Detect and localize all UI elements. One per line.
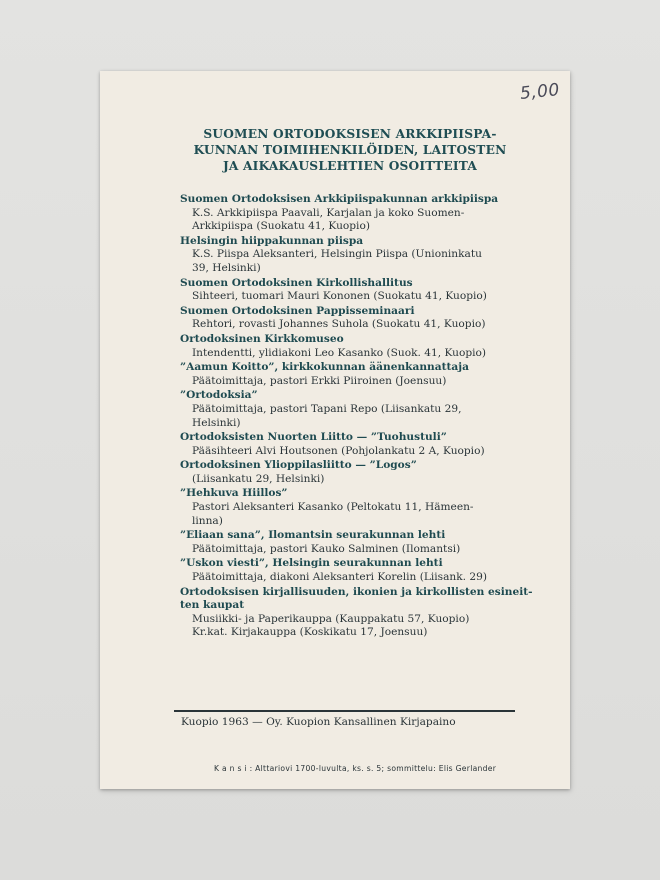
entry-detail-line: K.S. Arkkipiispa Paavali, Karjalan ja koko Suomen- [192,206,465,219]
address-entry [180,529,513,556]
entry-heading [180,529,513,543]
entry-detail-line: K.S. Piispa Aleksanteri, Helsingin Piispa (Unioninkatu [192,248,482,261]
entry-heading-text: ”Uskon viesti” [180,557,265,570]
address-entry [180,235,513,276]
entry-detail [180,473,513,487]
entry-heading [180,235,513,249]
title-line: JA AIKAKAUSLEHTIEN OSOITTEITA [222,159,478,173]
handwritten-price: 5,00 [519,79,561,105]
entry-detail-line: Pääsihteeri Alvi Houtsonen (Pohjolankatu 2 A, Kuopio) [192,444,485,457]
entry-heading-text: ”Aamun Koitto” [180,361,275,374]
address-entry [180,193,513,234]
address-entry [180,557,513,584]
entry-detail-line: Kr.kat. Kirjakauppa (Koskikatu 17, Joensuu) [192,626,428,639]
entry-detail-line: Rehtori, rovasti Johannes Suhola (Suokatu 41, Kuopio) [192,318,486,331]
entry-heading [180,585,533,613]
entry-heading-line [180,235,513,249]
entry-heading [180,389,513,403]
entry-heading-text: Suomen Ortodoksinen Kirkollishallitus [180,276,413,289]
entry-heading [180,487,513,501]
entry-detail-line: (Liisankatu 29, Helsinki) [192,472,325,485]
entry-heading-text: Ortodoksisen kirjallisuuden, ikonien ja kirkollisten esineit- [180,585,533,598]
entry-detail-line: Päätoimittaja, pastori Tapani Repo (Liisankatu 29, [192,402,462,415]
entry-detail [180,543,513,557]
entry-heading-line [180,333,513,347]
address-entry [180,277,513,304]
entry-heading [180,193,513,207]
entry-heading-line [180,529,513,543]
entry-heading-text: Ortodoksinen Kirkkomuseo [180,332,344,345]
entry-heading-line [180,431,513,445]
entry-heading [180,277,513,291]
address-entry [180,389,513,430]
entry-heading-text: Suomen Ortodoksisen Arkkipiispakunnan arkkipiispa [180,193,499,205]
entry-detail [180,403,513,430]
address-entry [180,333,513,360]
entry-detail-line: Päätoimittaja, diakoni Aleksanteri Korelin (Liisank. 29) [192,571,488,584]
entry-detail-line: Helsinki) [192,416,241,429]
entry-heading-line [180,389,513,403]
entry-heading-line [180,361,513,375]
footer-divider [174,710,515,712]
entry-heading [180,333,513,347]
entry-heading-text: Ortodoksisten Nuorten Liitto — ”Tuohustuli” [180,431,447,444]
entry-heading-line [180,459,513,473]
entry-detail-line: linna) [192,514,223,527]
entry-heading-text: Ortodoksinen Ylioppilasliitto — ”Logos” [180,459,417,472]
entry-heading-text: ”Ortodoksia” [180,389,258,402]
entry-detail-line: Sihteeri, tuomari Mauri Kononen (Suokatu 41, Kuopio) [192,290,487,303]
entry-heading-rest: , Ilomantsin seurakunnan lehti [260,529,446,542]
address-entry [180,431,513,458]
entry-heading-rest: , kirkkokunnan äänenkannattaja [274,361,469,374]
entry-heading [180,431,513,445]
entry-heading-line [180,305,513,319]
entry-heading [180,557,513,571]
entry-detail [180,290,513,304]
title-line: SUOMEN ORTODOKSISEN ARKKIPIISPA- [203,127,497,141]
entry-detail [180,571,513,585]
entry-heading-line [180,193,513,207]
entry-detail [180,375,513,389]
address-entry [180,459,513,486]
page-title [180,126,520,174]
entry-detail-line: Pastori Aleksanteri Kasanko (Peltokatu 11, Hämeen- [192,501,474,514]
entry-heading-text: Helsingin hiippakunnan piispa [180,234,364,247]
entry-heading-text: Suomen Ortodoksinen Pappisseminaari [180,304,415,317]
entry-heading-rest: , Helsingin seurakunnan lehti [265,557,443,570]
entry-heading-line [180,557,513,571]
entry-detail-line: Päätoimittaja, pastori Erkki Piiroinen (Joensuu) [192,374,447,387]
address-entry [180,305,513,332]
entry-heading-line [180,585,533,600]
entry-heading [180,459,513,473]
printer-imprint: Kuopio 1963 — Oy. Kuopion Kansallinen Kirjapaino [181,716,456,728]
entry-detail [180,347,513,361]
address-list [180,193,533,641]
address-entry [180,361,513,388]
entry-heading-text: ”Eliaan sana” [180,529,261,542]
entry-heading [180,361,513,375]
address-entry [180,487,513,528]
entry-heading-line [180,277,513,291]
entry-detail [180,445,513,459]
entry-detail [180,207,513,234]
entry-heading-line [180,599,513,613]
entry-heading-text: ”Hehkuva Hiillos” [180,487,288,500]
entry-heading-line [180,487,513,501]
entry-detail-line: Musiikki- ja Paperikauppa (Kauppakatu 57, Kuopio) [192,612,470,625]
title-line: KUNNAN TOIMIHENKILÖIDEN, LAITOSTEN [193,143,507,157]
entry-detail [180,248,513,275]
entry-detail [180,318,513,332]
entry-heading-text: ten kaupat [180,599,245,612]
entry-detail-line: 39, Helsinki) [192,261,261,274]
entry-detail [180,613,513,640]
entry-detail [180,501,513,528]
entry-heading [180,305,513,319]
entry-detail-line: Intendentti, ylidiakoni Leo Kasanko (Suok. 41, Kuopio) [192,346,487,359]
address-entry [180,585,533,640]
entry-detail-line: Päätoimittaja, pastori Kauko Salminen (Ilomantsi) [192,542,461,555]
entry-detail-line: Arkkipiispa (Suokatu 41, Kuopio) [192,220,370,233]
cover-credit: K a n s i : Alttariovi 1700-luvulta, ks. s. 5; sommittelu: Elis Gerlander [214,764,497,773]
